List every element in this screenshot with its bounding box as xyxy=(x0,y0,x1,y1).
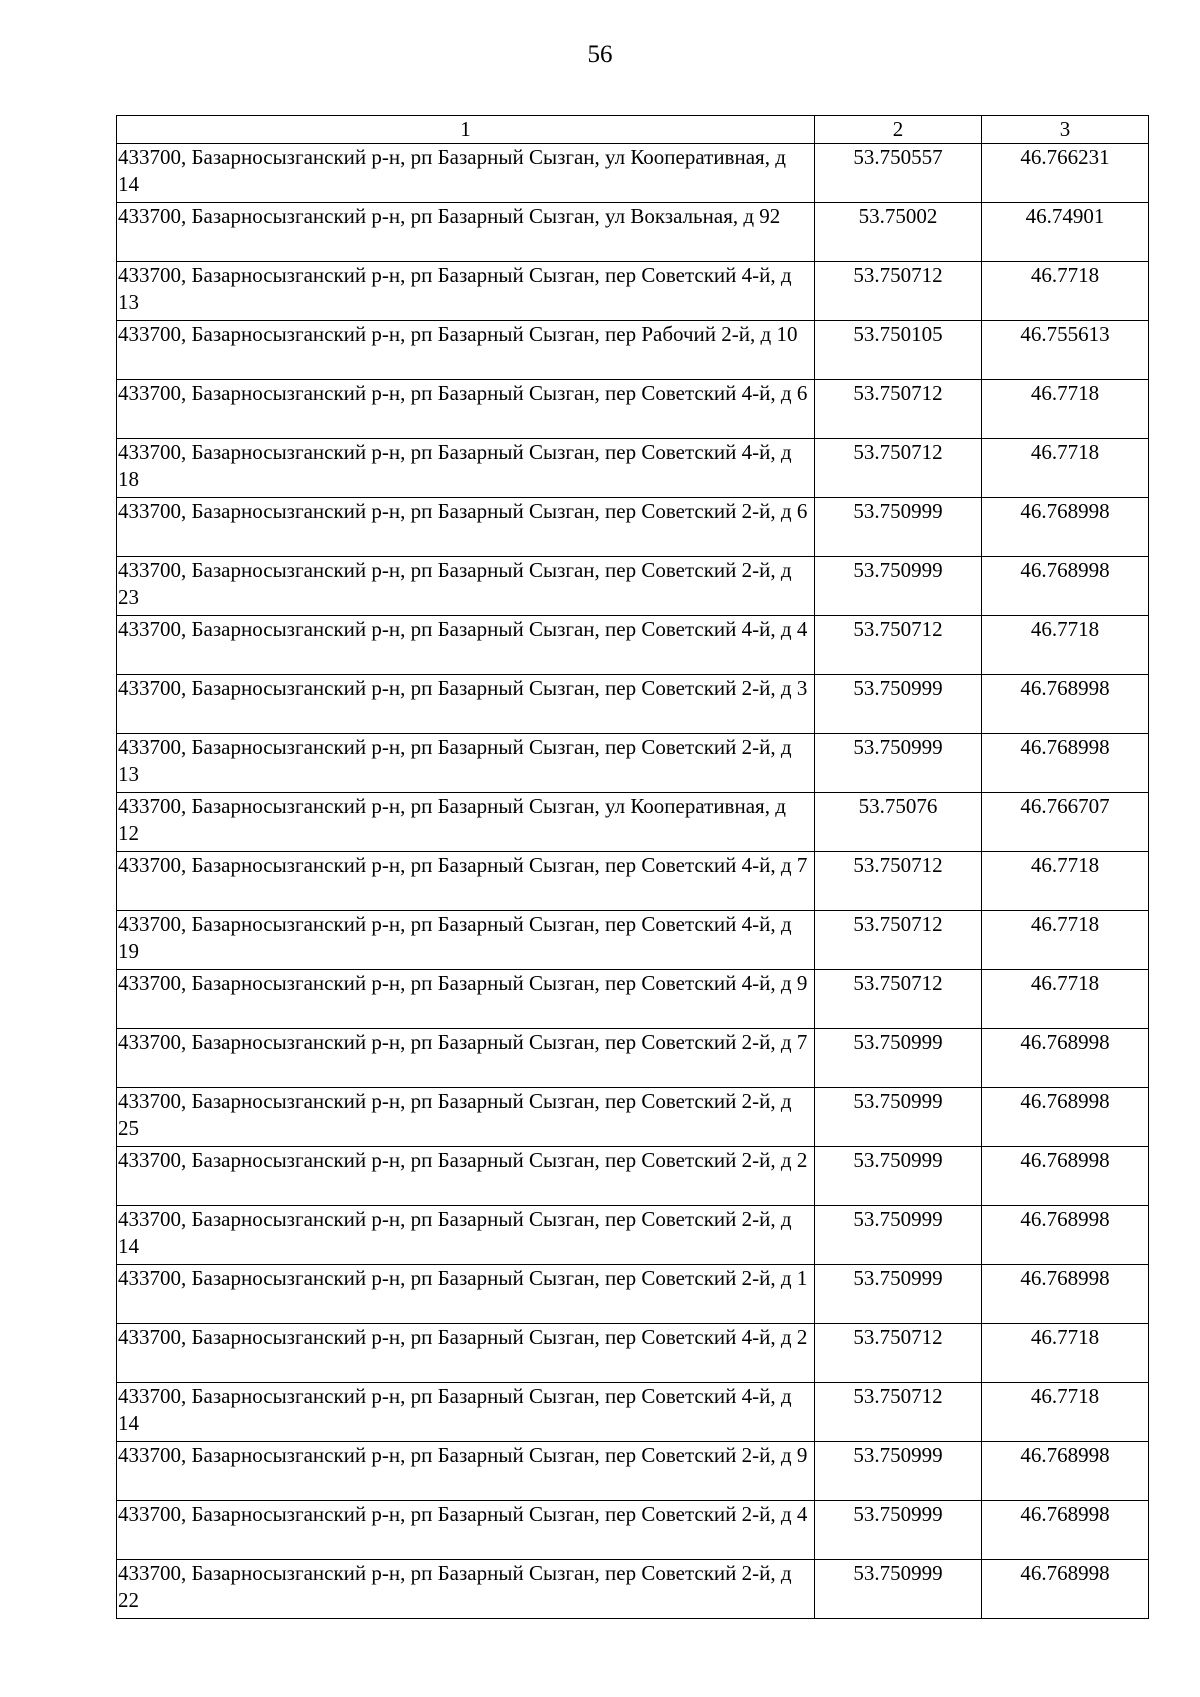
latitude-cell: 53.750999 xyxy=(815,734,982,793)
latitude-cell: 53.750712 xyxy=(815,616,982,675)
latitude-cell: 53.750712 xyxy=(815,852,982,911)
longitude-cell: 46.768998 xyxy=(982,1088,1149,1147)
address-cell: 433700, Базарносызганский р-н, рп Базарный Сызган, пер Советский 4-й, д 18 xyxy=(117,439,815,498)
table-row xyxy=(117,144,1149,203)
table-row xyxy=(117,1324,1149,1383)
table-row xyxy=(117,852,1149,911)
table-row xyxy=(117,1147,1149,1206)
latitude-cell: 53.750999 xyxy=(815,1206,982,1265)
address-cell: 433700, Базарносызганский р-н, рп Базарный Сызган, пер Рабочий 2-й, д 10 xyxy=(117,321,815,380)
latitude-cell: 53.750712 xyxy=(815,970,982,1029)
longitude-cell: 46.7718 xyxy=(982,852,1149,911)
longitude-cell: 46.768998 xyxy=(982,557,1149,616)
longitude-cell: 46.768998 xyxy=(982,1206,1149,1265)
table-row xyxy=(117,1088,1149,1147)
longitude-cell: 46.768998 xyxy=(982,734,1149,793)
table-row xyxy=(117,1442,1149,1501)
address-table xyxy=(116,115,1149,1619)
address-cell: 433700, Базарносызганский р-н, рп Базарный Сызган, пер Советский 4-й, д 9 xyxy=(117,970,815,1029)
latitude-cell: 53.750999 xyxy=(815,1088,982,1147)
table-row xyxy=(117,1206,1149,1265)
longitude-cell: 46.768998 xyxy=(982,498,1149,557)
address-cell: 433700, Базарносызганский р-н, рп Базарный Сызган, пер Советский 4-й, д 14 xyxy=(117,1383,815,1442)
address-cell: 433700, Базарносызганский р-н, рп Базарный Сызган, ул Вокзальная, д 92 xyxy=(117,203,815,262)
address-cell: 433700, Базарносызганский р-н, рп Базарный Сызган, пер Советский 2-й, д 25 xyxy=(117,1088,815,1147)
latitude-cell: 53.750999 xyxy=(815,1560,982,1619)
table-row xyxy=(117,262,1149,321)
longitude-cell: 46.7718 xyxy=(982,970,1149,1029)
latitude-cell: 53.750999 xyxy=(815,1265,982,1324)
address-cell: 433700, Базарносызганский р-н, рп Базарный Сызган, пер Советский 4-й, д 6 xyxy=(117,380,815,439)
column-header-2: 2 xyxy=(815,116,982,144)
longitude-cell: 46.766231 xyxy=(982,144,1149,203)
latitude-cell: 53.750712 xyxy=(815,380,982,439)
longitude-cell: 46.768998 xyxy=(982,1265,1149,1324)
table-row xyxy=(117,203,1149,262)
latitude-cell: 53.750999 xyxy=(815,1147,982,1206)
address-cell: 433700, Базарносызганский р-н, рп Базарный Сызган, пер Советский 2-й, д 9 xyxy=(117,1442,815,1501)
longitude-cell: 46.768998 xyxy=(982,675,1149,734)
latitude-cell: 53.750712 xyxy=(815,262,982,321)
longitude-cell: 46.7718 xyxy=(982,616,1149,675)
longitude-cell: 46.768998 xyxy=(982,1501,1149,1560)
address-cell: 433700, Базарносызганский р-н, рп Базарный Сызган, пер Советский 4-й, д 19 xyxy=(117,911,815,970)
table-row xyxy=(117,911,1149,970)
longitude-cell: 46.74901 xyxy=(982,203,1149,262)
latitude-cell: 53.750712 xyxy=(815,439,982,498)
table-row xyxy=(117,380,1149,439)
address-cell: 433700, Базарносызганский р-н, рп Базарный Сызган, пер Советский 2-й, д 14 xyxy=(117,1206,815,1265)
latitude-cell: 53.750712 xyxy=(815,1383,982,1442)
latitude-cell: 53.750999 xyxy=(815,557,982,616)
column-header-3: 3 xyxy=(982,116,1149,144)
longitude-cell: 46.7718 xyxy=(982,1324,1149,1383)
address-cell: 433700, Базарносызганский р-н, рп Базарный Сызган, пер Советский 2-й, д 7 xyxy=(117,1029,815,1088)
table-row xyxy=(117,498,1149,557)
table-body xyxy=(117,144,1149,1619)
latitude-cell: 53.750105 xyxy=(815,321,982,380)
latitude-cell: 53.750999 xyxy=(815,675,982,734)
latitude-cell: 53.750999 xyxy=(815,498,982,557)
longitude-cell: 46.768998 xyxy=(982,1147,1149,1206)
address-cell: 433700, Базарносызганский р-н, рп Базарный Сызган, ул Кооперативная, д 12 xyxy=(117,793,815,852)
address-cell: 433700, Базарносызганский р-н, рп Базарный Сызган, пер Советский 2-й, д 1 xyxy=(117,1265,815,1324)
longitude-cell: 46.768998 xyxy=(982,1560,1149,1619)
table-row xyxy=(117,321,1149,380)
longitude-cell: 46.7718 xyxy=(982,380,1149,439)
address-cell: 433700, Базарносызганский р-н, рп Базарный Сызган, пер Советский 2-й, д 4 xyxy=(117,1501,815,1560)
longitude-cell: 46.7718 xyxy=(982,439,1149,498)
longitude-cell: 46.766707 xyxy=(982,793,1149,852)
address-cell: 433700, Базарносызганский р-н, рп Базарный Сызган, пер Советский 4-й, д 7 xyxy=(117,852,815,911)
address-cell: 433700, Базарносызганский р-н, рп Базарный Сызган, пер Советский 2-й, д 13 xyxy=(117,734,815,793)
table-row xyxy=(117,675,1149,734)
address-cell: 433700, Базарносызганский р-н, рп Базарный Сызган, пер Советский 4-й, д 13 xyxy=(117,262,815,321)
latitude-cell: 53.750999 xyxy=(815,1501,982,1560)
address-cell: 433700, Базарносызганский р-н, рп Базарный Сызган, пер Советский 2-й, д 6 xyxy=(117,498,815,557)
address-cell: 433700, Базарносызганский р-н, рп Базарный Сызган, пер Советский 4-й, д 4 xyxy=(117,616,815,675)
table-row xyxy=(117,1501,1149,1560)
table-row xyxy=(117,616,1149,675)
table-row xyxy=(117,793,1149,852)
longitude-cell: 46.7718 xyxy=(982,911,1149,970)
table-row xyxy=(117,1383,1149,1442)
table-row xyxy=(117,970,1149,1029)
address-cell: 433700, Базарносызганский р-н, рп Базарный Сызган, пер Советский 2-й, д 23 xyxy=(117,557,815,616)
table-header-row xyxy=(117,116,1149,144)
table-row xyxy=(117,1560,1149,1619)
address-cell: 433700, Базарносызганский р-н, рп Базарный Сызган, пер Советский 2-й, д 2 xyxy=(117,1147,815,1206)
address-cell: 433700, Базарносызганский р-н, рп Базарный Сызган, пер Советский 2-й, д 22 xyxy=(117,1560,815,1619)
page-number: 56 xyxy=(587,41,613,68)
latitude-cell: 53.75076 xyxy=(815,793,982,852)
address-cell: 433700, Базарносызганский р-н, рп Базарный Сызган, пер Советский 4-й, д 2 xyxy=(117,1324,815,1383)
latitude-cell: 53.75002 xyxy=(815,203,982,262)
table-row xyxy=(117,1265,1149,1324)
latitude-cell: 53.750712 xyxy=(815,911,982,970)
latitude-cell: 53.750712 xyxy=(815,1324,982,1383)
table-row xyxy=(117,734,1149,793)
longitude-cell: 46.7718 xyxy=(982,1383,1149,1442)
longitude-cell: 46.755613 xyxy=(982,321,1149,380)
address-cell: 433700, Базарносызганский р-н, рп Базарный Сызган, пер Советский 2-й, д 3 xyxy=(117,675,815,734)
column-header-1: 1 xyxy=(117,116,815,144)
latitude-cell: 53.750999 xyxy=(815,1029,982,1088)
address-cell: 433700, Базарносызганский р-н, рп Базарный Сызган, ул Кооперативная, д 14 xyxy=(117,144,815,203)
latitude-cell: 53.750999 xyxy=(815,1442,982,1501)
table-row xyxy=(117,439,1149,498)
longitude-cell: 46.7718 xyxy=(982,262,1149,321)
longitude-cell: 46.768998 xyxy=(982,1029,1149,1088)
longitude-cell: 46.768998 xyxy=(982,1442,1149,1501)
table-row xyxy=(117,1029,1149,1088)
latitude-cell: 53.750557 xyxy=(815,144,982,203)
table-row xyxy=(117,557,1149,616)
